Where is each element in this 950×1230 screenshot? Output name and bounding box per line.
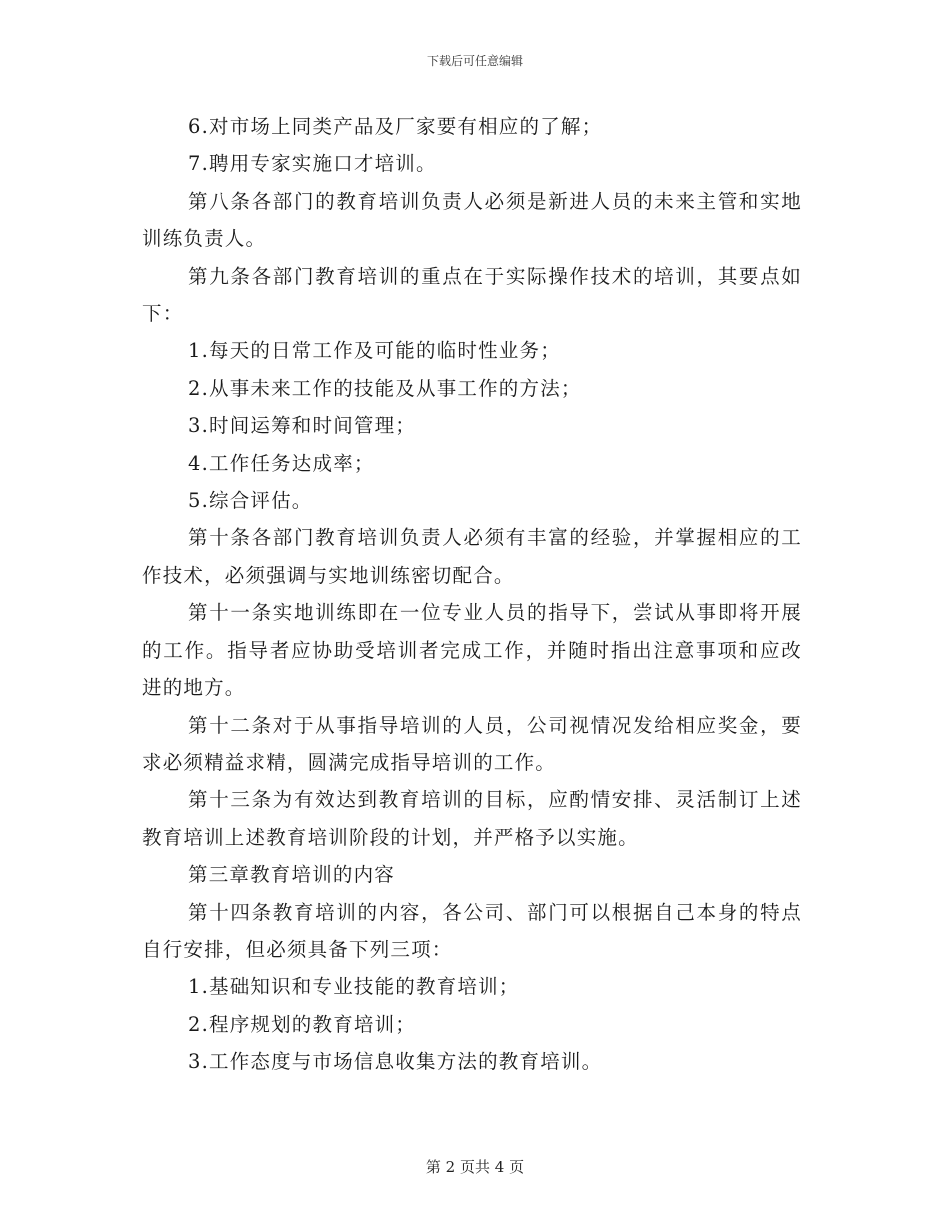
paragraph-12: 第十二条对于从事指导培训的人员，公司视情况发给相应奖金，要求必须精益求精，圆满完成指导培训的工作。 [142,713,802,774]
paragraph-3: 第八条各部门的教育培训负责人必须是新进人员的未来主管和实地训练负责人。 [142,189,802,251]
paragraph-10: 第十条各部门教育培训负责人必须有丰富的经验，并掌握相应的工作技术，必须强调与实地训练密切配合。 [142,526,802,587]
paragraph-9: 5.综合评估。 [188,489,313,513]
paragraph-17: 2.程序规划的教育培训； [188,1012,417,1036]
page-number: 第 2 页共 4 页 [425,1158,525,1176]
paragraph-16: 1.基础知识和专业技能的教育培训； [188,975,520,999]
paragraph-18: 3.工作态度与市场信息收集方法的教育培训。 [188,1050,603,1074]
document-body [142,108,802,1081]
chapter-heading: 第三章教育培训的内容 [188,863,396,887]
paragraph-8: 4.工作任务达成率； [188,451,375,475]
paragraph-5: 1.每天的日常工作及可能的临时性业务； [188,339,561,363]
paragraph-15: 第十四条教育培训的内容，各公司、部门可以根据自己本身的特点自行安排，但必须具备下列三项： [142,900,802,961]
page-header: 下载后可任意编辑 [426,54,523,68]
paragraph-7: 3.时间运筹和时间管理； [188,414,417,438]
paragraph-4: 第九条各部门教育培训的重点在于实际操作技术的培训，其要点如下： [142,264,802,326]
paragraph-2: 7.聘用专家实施口才培训。 [188,152,437,176]
paragraph-1: 6.对市场上同类产品及厂家要有相应的了解； [188,115,603,138]
paragraph-13: 第十三条为有效达到教育培训的目标，应酌情安排、灵活制订上述教育培训上述教育培训阶段的计划，并严格予以实施。 [142,788,802,849]
paragraph-6: 2.从事未来工作的技能及从事工作的方法； [188,376,582,400]
paragraph-11: 第十一条实地训练即在一位专业人员的指导下，尝试从事即将开展的工作。指导者应协助受培训者完成工作，并随时指出注意事项和应改进的地方。 [142,601,802,700]
